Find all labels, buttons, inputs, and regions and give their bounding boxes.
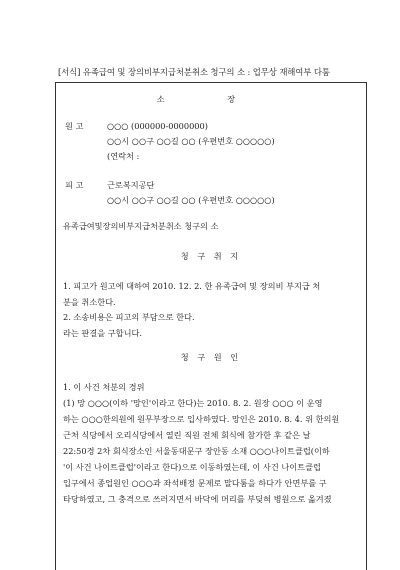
plaintiff-address: ○○시 ○○구 ○○길 ○○ (우편번호 ○○○○○) bbox=[107, 136, 275, 146]
purpose-heading: 청 구 취 지 bbox=[180, 251, 242, 261]
cause-line: 입구에서 종업원인 ○○○과 좌석배정 문제로 말다툼을 하다가 안면부를 구 bbox=[63, 478, 327, 488]
case-name: 유족급여및장의비부지급처분취소 청구의 소 bbox=[63, 221, 219, 231]
cause-line: 하는 ○○○한의원에 원무부장으로 입사하였다. 망인은 2010. 8. 4. 위 한의원 bbox=[63, 414, 340, 424]
cause-line: 근처 식당에서 오리식당에서 열린 직원 전체 회식에 참가한 후 같은 날 bbox=[63, 430, 311, 440]
plaintiff-name: ○○○ (000000-0000000) bbox=[107, 121, 208, 131]
cause-line: '이 사건 나이트클럽'이라고 한다)으로 이동하였는데, 이 사건 나이트클럽 bbox=[63, 462, 321, 472]
defendant-address: ○○시 ○○구 ○○길 ○○ (우편번호 ○○○○○) bbox=[107, 195, 275, 205]
cause-line: 22:50경 2차 회식장소인 서울동대문구 장안동 소재 ○○○나이트클럽(이하 bbox=[63, 446, 330, 456]
cause-subheading: 1. 이 사건 처분의 경위 bbox=[63, 382, 145, 392]
defendant-label: 피 고 bbox=[65, 180, 84, 190]
plaintiff-label: 원 고 bbox=[65, 121, 84, 131]
defendant-name: 근로복지공단 bbox=[107, 180, 155, 190]
plaintiff-contact: (연락처 : bbox=[107, 151, 140, 161]
cause-line: 타당하였고, 그 충격으로 쓰러지면서 바닥에 머리를 부딪혀 병원으로 옮겨졌 bbox=[63, 494, 332, 504]
purpose-line: 라는 판결을 구합니다. bbox=[63, 328, 142, 338]
purpose-line: 1. 피고가 원고에 대하여 2010. 12. 2. 한 유족급여 및 장의비 부지급 처 bbox=[63, 281, 321, 291]
cause-heading: 청 구 원 인 bbox=[180, 352, 242, 362]
cause-line: (1) 망 ○○○(이하 '망인'이라고 한다)는 2010. 8. 2. 원장 ○○○ 이 운영 bbox=[63, 398, 323, 408]
document-title: [서식] 유족급여 및 장의비부지급처분취소 청구의 소 : 업무상 재해여부 다툼 bbox=[58, 67, 330, 77]
complaint-title: 소 장 bbox=[156, 94, 266, 104]
purpose-line: 분을 취소한다. bbox=[63, 297, 116, 307]
purpose-line: 2. 소송비용은 피고의 부담으로 한다. bbox=[63, 312, 195, 322]
